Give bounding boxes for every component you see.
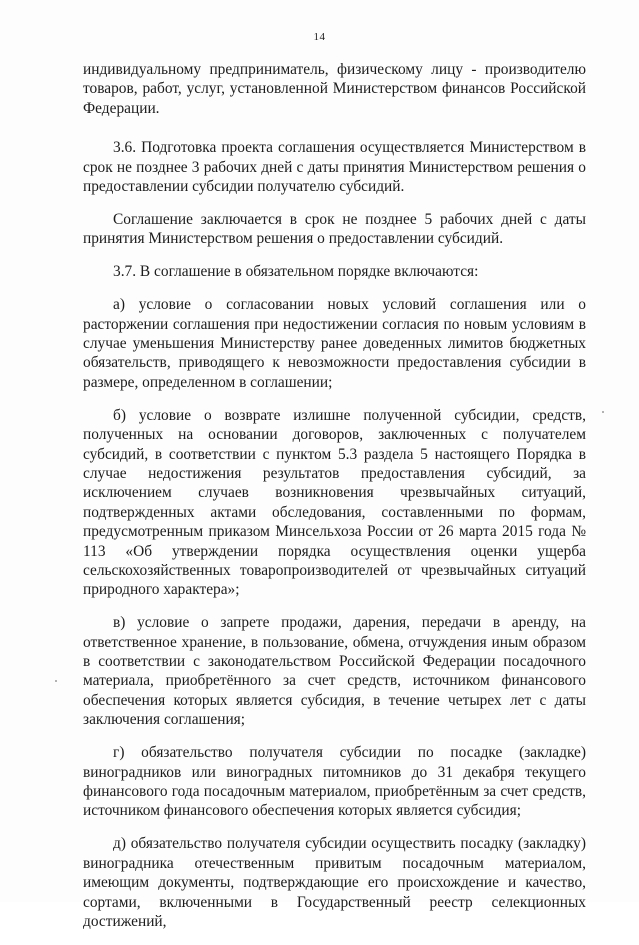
list-item-a: а) условие о согласовании новых условий соглашения или о расторжении соглашения при недостижении согласия по новым условиям в случае уменьшения Министерству ранее доведенных лимитов бюджетных обязательств, приводящего к невозможности предоставления субсидии в размере, определенном в соглашении; [83, 296, 586, 391]
scan-speck [602, 411, 604, 413]
paragraph-agreement-term: Соглашение заключается в срок не позднее 5 рабочих дней с даты принятия Министерством решения о предоставлении субсидий. [83, 210, 586, 248]
paragraph-3-6: 3.6. Подготовка проекта соглашения осуществляется Министерством в срок не позднее 3 рабочих дней с даты принятия Министерством решения о предоставлении субсидии получателю субсидий. [83, 139, 586, 196]
list-item-v: в) условие о запрете продажи, дарения, передачи в аренду, на ответственное хранение, в пользование, обмена, отчуждения иным образом в соответствии с законодательством Российской Федерации посадочного материала, приобретённого за счет средств, источником финансового обеспечения которых является субсидия, в течение четырех лет с даты заключения соглашения; [83, 614, 586, 729]
paragraph-continuation: индивидуальному предприниматель, физическому лицу - производителю товаров, работ, услуг, установленной Министерством финансов Российской Федерации. [83, 61, 586, 117]
document-body [83, 60, 586, 945]
page-number: 14 [313, 31, 326, 43]
list-item-g: г) обязательство получателя субсидии по посадке (закладке) виноградников или виноградных питомников до 31 декабря текущего финансового года посадочным материалом, приобретённым за счет средств, источником финансового обеспечения которых является субсидия; [83, 744, 586, 820]
paragraph-3-7: 3.7. В соглашение в обязательном порядке включаются: [113, 263, 479, 281]
list-item-b: б) условие о возврате излишне полученной субсидии, средств, полученных на основании договоров, заключенных с получателем субсидий, в соответствии с пунктом 5.3 раздела 5 настоящего Порядка в случае недостижения результатов предоставления субсидий, за исключением случаев возникновения чрезвычайных ситуаций, подтвержденных актами обследования, составленными по формам, предусмотренным приказом Минсельхоза России от 26 марта 2015 года № 113 «Об утверждении порядка осуществления оценки ущерба сельскохозяйственных товаропроизводителей от чрезвычайных ситуаций природного характера»; [83, 406, 586, 599]
list-item-d: д) обязательство получателя субсидии осуществить посадку (закладку) виноградника отечественным привитым посадочным материалом, имеющим документы, подтверждающие его происхождение и качество, сортами, включенными в Государственный реестр селекционных достижений, [83, 835, 586, 930]
scan-speck [55, 680, 57, 682]
